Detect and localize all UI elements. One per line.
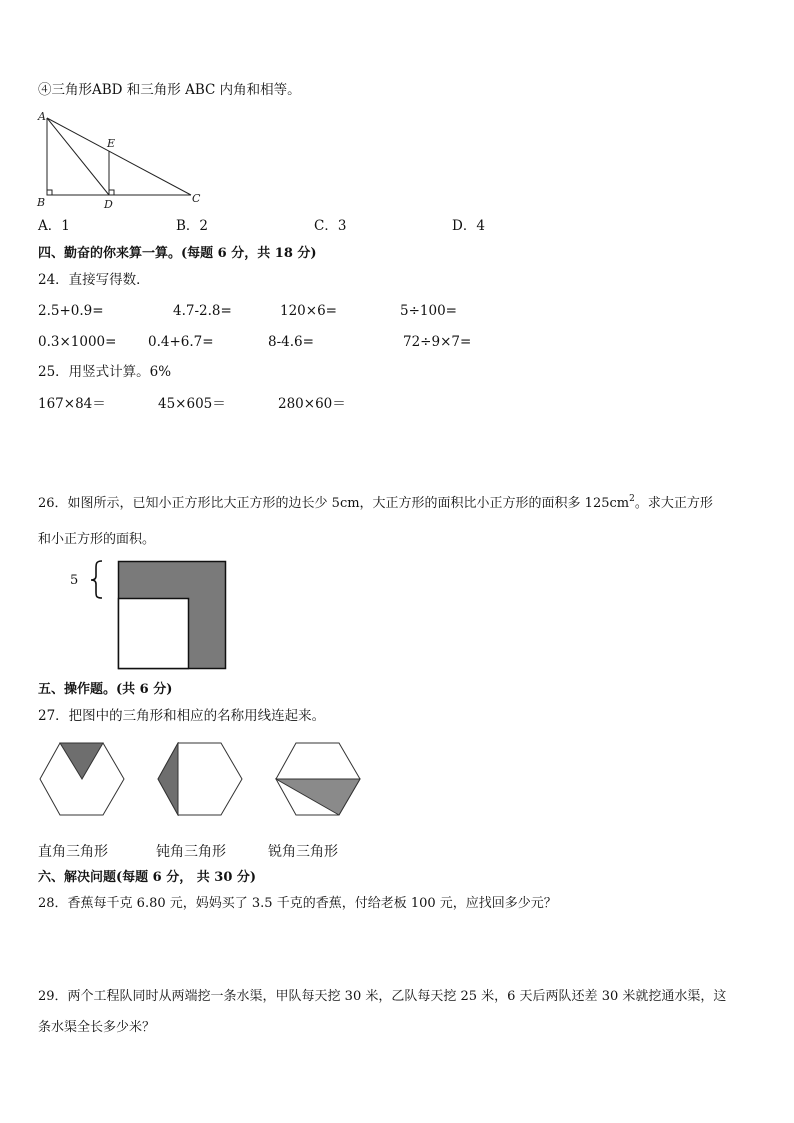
brace [91,561,102,598]
q23-triangle-figure [34,110,210,210]
label-e: E [107,137,116,150]
shaded-triangle-2 [158,743,178,815]
q24-item-6: 0.4+6.7= [148,334,214,350]
option-d[interactable]: D．4 [452,218,485,234]
segment-ac [47,118,191,195]
label-d: D [104,198,113,210]
q24-item-8: 72÷9×7= [403,334,472,350]
q24-item-1: 2.5+0.9= [38,303,104,319]
q25-item-3: 280×60＝ [278,396,346,412]
brace-label: 5 [70,573,79,588]
segment-ad [47,118,109,195]
right-angle-d [109,190,114,195]
label-a: A [38,110,46,123]
label-b: B [37,196,46,209]
label-c: C [192,192,201,205]
q28-text: 28．香蕉每千克 6.80 元，妈妈买了 3.5 千克的香蕉，付给老板 100 元，应找回多少元？ [38,896,557,911]
q24-item-4: 5÷100= [400,303,457,319]
q26-superscript: 2 [629,494,635,504]
q26-text-line2: 和小正方形的面积。 [38,532,156,547]
q27-hexagon-2 [157,742,243,816]
q26-squares-figure [62,558,232,673]
q24-title: 24．直接写得数． [38,272,150,288]
section4-heading: 四、勤奋的你来算一算。(每题 6 分，共 18 分) [38,246,317,261]
q29-text-line1: 29．两个工程队同时从两端挖一条水渠，甲队每天挖 30 米，乙队每天挖 25 米，6 天后两队还差 30 米就挖通水渠，这 [38,989,727,1004]
q24-item-3: 120×6= [280,303,337,319]
q24-item-2: 4.7-2.8= [173,303,232,319]
option-c[interactable]: C．3 [314,218,347,234]
q25-item-1: 167×84＝ [38,396,106,412]
q23-statement-text: 三角形ABD 和三角形 ABC 内角和相等。 [51,82,301,98]
q24-item-5: 0.3×1000= [38,334,117,350]
q26-text-a: 26．如图所示，已知小正方形比大正方形的边长少 5cm，大正方形的面积比小正方形的面积多 125cm [38,496,630,511]
right-angle-b [47,190,52,195]
q24-item-7: 8-4.6= [268,334,314,350]
q29-text-line2: 条水渠全长多少米？ [38,1020,156,1035]
q27-name-right[interactable]: 直角三角形 [38,844,108,860]
q27-hexagon-1 [39,742,125,816]
circled-number: ④ [38,82,52,98]
q27-hexagon-3 [275,742,361,816]
small-square [119,599,189,669]
q27-title: 27．把图中的三角形和相应的名称用线连起来。 [38,708,326,724]
q25-item-2: 45×605＝ [158,396,226,412]
q26-text-b: 。求大正方形 [634,496,713,511]
q27-name-acute[interactable]: 锐角三角形 [268,844,338,860]
section5-heading: 五、操作题。(共 6 分) [38,682,173,697]
option-a[interactable]: A．1 [38,218,70,234]
q25-title: 25．用竖式计算。6% [38,364,172,380]
option-b[interactable]: B．2 [176,218,209,234]
q27-name-obtuse[interactable]: 钝角三角形 [156,844,226,860]
section6-heading: 六、解决问题(每题 6 分， 共 30 分) [38,870,257,885]
q23-statement-4 [38,84,301,98]
q26-text-line1 [38,494,713,511]
